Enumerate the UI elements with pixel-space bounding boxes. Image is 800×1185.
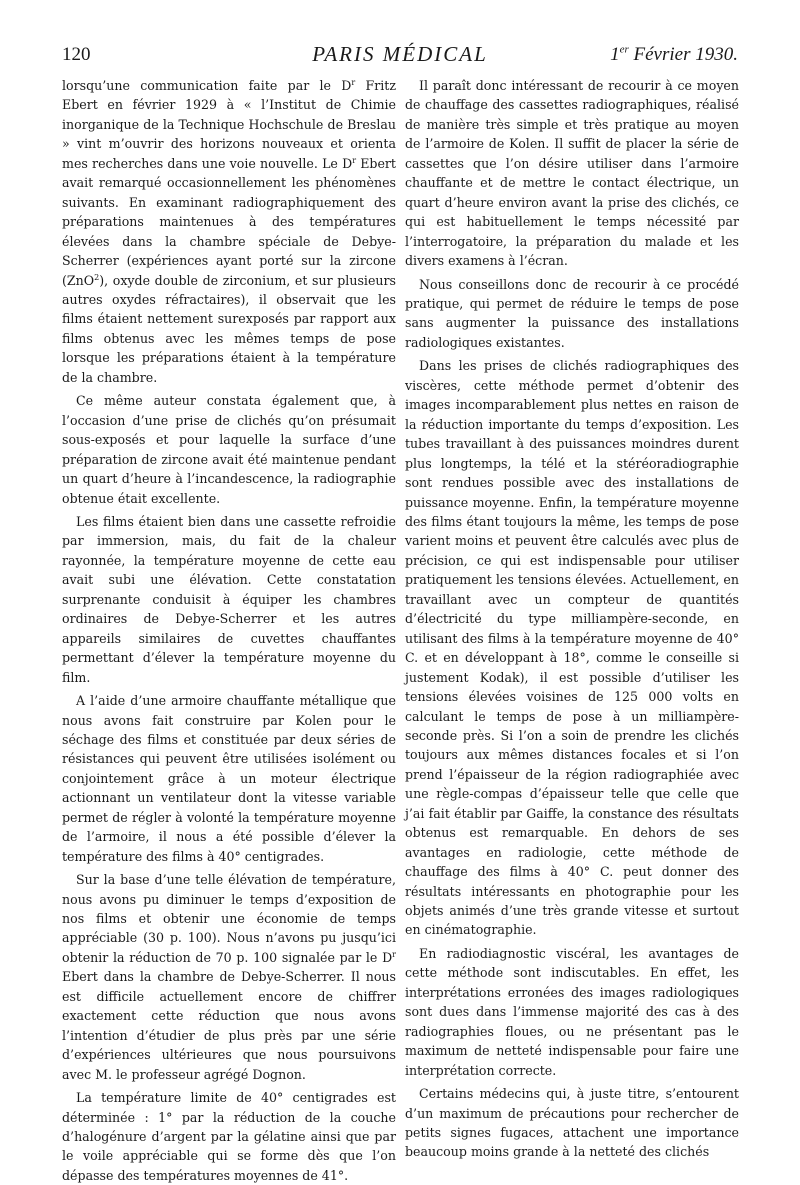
page-header	[62, 38, 738, 74]
page-number: 120	[62, 44, 91, 65]
text-run: lorsqu’une communication faite par le D	[62, 78, 352, 93]
superscript: r	[352, 155, 357, 165]
left-paragraph-3: Les films étaient bien dans une cassette refroidie par immersion, mais, du fait de la chaleur rayonnée, la température moyenne de cette eau avait subi une élévation. Cette constatation surprenante conduisit à équiper les chambres ordinaires de Debye-Scherrer et les autres appareils similaires de cuvettes chauffantes permettant d’élever la température moyenne du film.	[62, 513, 396, 685]
superscript: 2	[94, 272, 100, 282]
left-paragraph-6: La température limite de 40° centigrades est déterminée : 1° par la réduction de la couche d’halogénure d’argent par la gélatine ainsi que par le voile appréciable qui se forme dès que l’on dépasse des températures moyennes de 41°.	[62, 1090, 396, 1183]
superscript: r	[392, 949, 396, 959]
journal-title: PARIS MÉDICAL	[312, 42, 488, 66]
right-paragraph-1: Il paraît donc intéressant de recourir à ce moyen de chauffage des cassettes radiographiques, réalisé de manière très simple et très pratique au moyen de l’armoire de Kolen. Il suffit de placer la série de cassettes que l’on désire utiliser dans l’armoire chauffante et de mettre le contact électrique, un quart d’heure environ avant la prise des clichés, ce qui est habituellement le temps nécessité par l’interrogatoire, la préparation du malade et les divers examens à l’écran.	[405, 78, 739, 269]
right-paragraph-2: Nous conseillons donc de recourir à ce procédé pratique, qui permet de réduire le temps de pose sans augmenter la puissance des installations radiologiques existantes.	[405, 276, 739, 350]
left-paragraph-4: A l’aide d’une armoire chauffante métallique que nous avons fait construire par Kolen pour le séchage des films et constituée par deux séries de résistances qui peuvent être utilisées isolément ou conjointement grâce à un moteur électrique actionnant un ventilateur dont la vitesse variable permet de régler à volonté la température moyenne de l’armoire, il nous a été possible d’élever la température des films à 40° centigrades.	[62, 693, 396, 864]
issue-date	[610, 44, 738, 66]
text-run: ), oxyde double de zirconium, et sur plusieurs autres oxydes réfractaires), il observait que les films étaient nettement surexposés par rapport aux films obtenus avec les mêmes temps de pose lorsque les préparations étaient à la température de la chambre.	[62, 272, 396, 385]
left-paragraph-1	[62, 76, 396, 387]
left-paragraph-2: Ce même auteur constata également que, à l’occasion d’une prise de clichés qu’on présumait sous-exposés et pour laquelle la surface d’une préparation de zircone avait été maintenue pendant un quart d’heure à l’incandescence, la radiographie obtenue était excellente.	[62, 393, 396, 506]
right-paragraph-3: Dans les prises de clichés radiographiques des viscères, cette méthode permet d’obtenir des images incomparablement plus nettes en raison de la réduction importante du temps d’exposition. Les tubes travaillant à des puissances moindres durent plus longtemps, la télé et la stéréoradiographie sont rendues possible avec des installations de puissance moyenne. Enfin, la température moyenne des films étant toujours la même, les temps de pose varient moins et peuvent être calculés avec plus de précision, ce qui est indispensable pour utiliser pratiquement les tensions élevées. Actuellement, en travaillant avec un compteur de quantités d’électricité du type milliampère-seconde, en utilisant des films à la température moyenne de 40° C. et en développant à 18°, comme le conseille si justement Kodak), il est possible d’utiliser les tensions élevées voisines de 125 000 volts en calculant le temps de pose à un milliampère-seconde près. Si l’on a soin de prendre les clichés toujours aux mêmes distances focales et si l’on prend l’épaisseur de la région radiographiée avec une règle-compas d’épaisseur telle que celle que j’ai fait établir par Gaiffe, la constance des résultats obtenus est remarquable. En dehors de ses avantages en radiologie, cette méthode de chauffage des films à 40° C. peut donner des résultats intéressants en photographie pour les objets animés d’une très grande vitesse et surtout en cinématographie.	[405, 358, 739, 938]
superscript: r	[351, 77, 356, 87]
date-sup: er	[619, 43, 629, 56]
date-day: 1	[610, 44, 620, 65]
text-run: Sur la base d’une telle élévation de température, nous avons pu diminuer le temps d’exposition de nos films et obtenir une économie de temps appréciable (30 p. 100). Nous n’avons pu jusqu’ici obtenir la réduction de 70 p. 100 signalée par le D	[62, 872, 396, 965]
date-rest: Février 1930.	[628, 44, 738, 65]
left-paragraph-5	[62, 870, 396, 1084]
left-column	[62, 76, 396, 1185]
right-column	[405, 76, 739, 1162]
text-run: Fritz Ebert en février 1929 à « l’Institut de Chimie inorganique de la Technique Hochschule de Breslau » vint m’ouvrir des horizons nouveaux et orienta mes recherches dans une voie nouvelle. Le D	[62, 78, 396, 171]
right-paragraph-5: Certains médecins qui, à juste titre, s’entourent d’un maximum de précautions pour rechercher de petits signes fugaces, attachent une importance beaucoup moins grande à la netteté des clichés	[405, 1086, 739, 1160]
text-run: Ebert avait remarqué occasionnellement les phénomènes suivants. En examinant radiographiquement des préparations maintenues à des températures élevées dans la chambre spéciale de Debye-Scherrer (expériences ayant porté sur la zircone (ZnO	[62, 155, 396, 288]
right-paragraph-4: En radiodiagnostic viscéral, les avantages de cette méthode sont indiscutables. En effet, les interprétations erronées des images radiologiques sont dues dans l’immense majorité des cas à des radiographies floues, ou ne présentant pas le maximum de netteté indispensable pour faire une interprétation correcte.	[405, 945, 739, 1078]
text-run: Ebert dans la chambre de Debye-Scherrer. Il nous est difficile actuellement encore de chiffrer exactement cette réduction que nous avons l’intention d’étudier de plus près par une série d’expériences ultérieures que nous poursuivons avec M. le professeur agrégé Dognon.	[62, 969, 396, 1082]
